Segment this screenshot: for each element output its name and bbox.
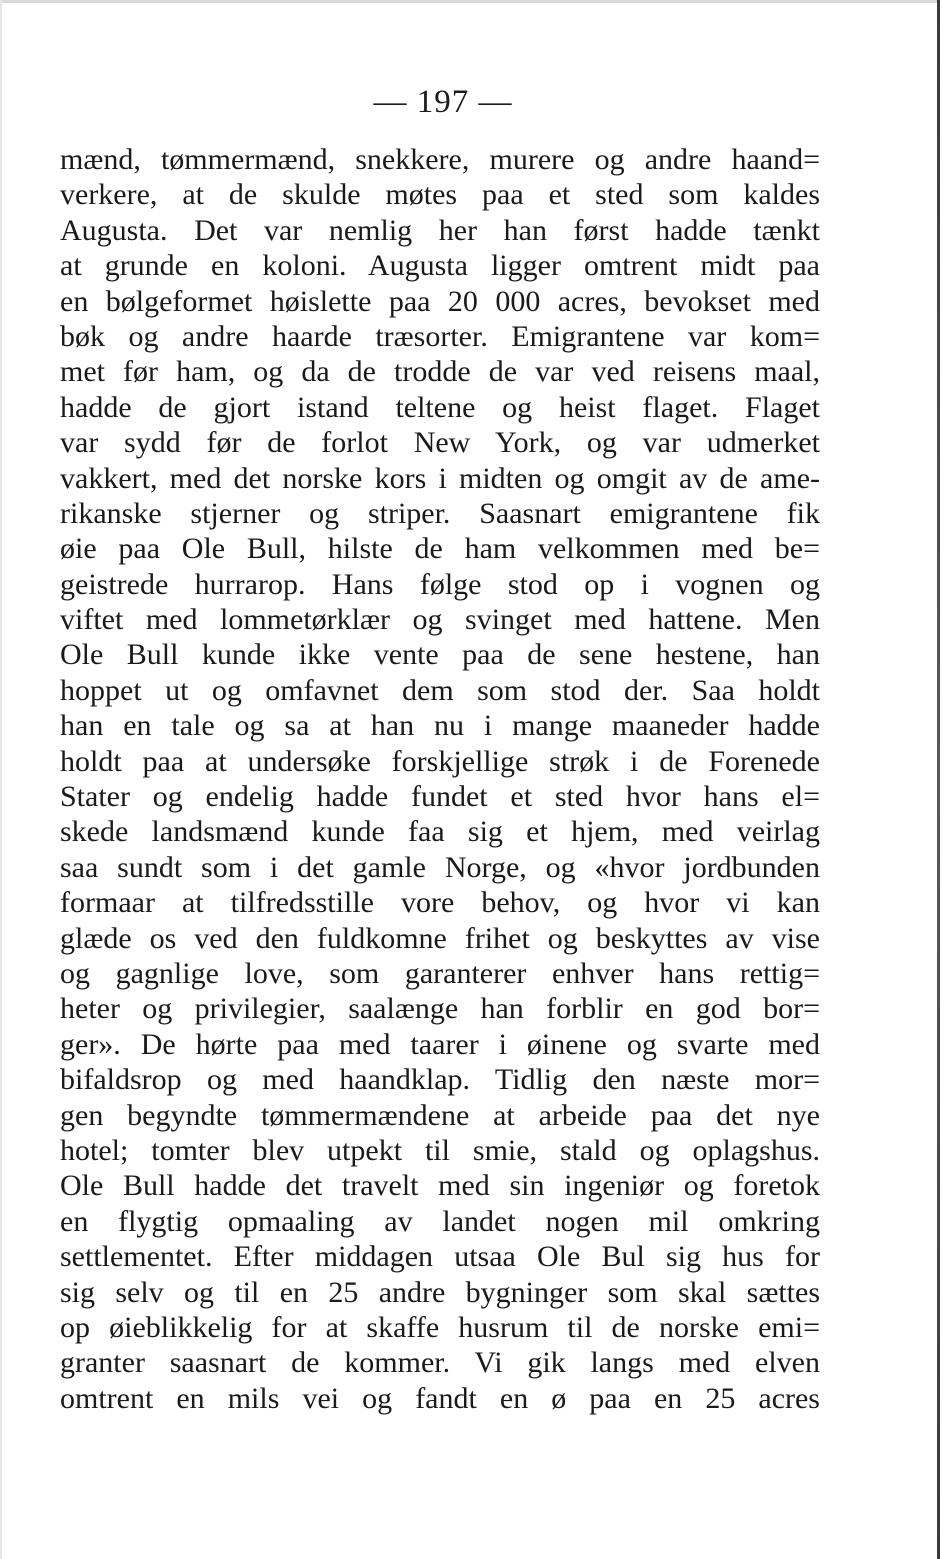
text-line: og gagnlige love, som garanterer enhver hans rettig= bbox=[60, 956, 820, 990]
text-line: omtrent en mils vei og fandt en ø paa en 25 acres bbox=[60, 1381, 820, 1415]
text-line: en bølgeformet høislette paa 20 000 acres, bevokset med bbox=[60, 284, 820, 318]
page-number: — 197 — bbox=[373, 84, 513, 120]
text-line: gen begyndte tømmermændene at arbeide paa det nye bbox=[60, 1098, 820, 1132]
text-line: Ole Bull kunde ikke vente paa de sene hestene, han bbox=[60, 638, 820, 672]
text-line: Stater og endelig hadde fundet et sted hvor hans el= bbox=[60, 780, 820, 814]
text-line: op øieblikkelig for at skaffe husrum til de norske emi= bbox=[60, 1310, 820, 1344]
text-line: granter saasnart de kommer. Vi gik langs med elven bbox=[60, 1346, 820, 1380]
text-line: rikanske stjerner og striper. Saasnart emigrantene fik bbox=[60, 496, 820, 530]
text-line: var sydd før de forlot New York, og var udmerket bbox=[60, 426, 820, 460]
text-line: vakkert, med det norske kors i midten og omgit av de ame- bbox=[60, 461, 820, 495]
text-line: hadde de gjort istand teltene og heist flaget. Flaget bbox=[60, 390, 820, 424]
text-line: bifaldsrop og med haandklap. Tidlig den næste mor= bbox=[60, 1063, 820, 1097]
text-line: han en tale og sa at han nu i mange maaneder hadde bbox=[60, 709, 820, 743]
text-line: heter og privilegier, saalænge han forblir en god bor= bbox=[60, 992, 820, 1026]
text-line: viftet med lommetørklær og svinget med hattene. Men bbox=[60, 603, 820, 637]
text-line: Augusta. Det var nemlig her han først hadde tænkt bbox=[60, 213, 820, 247]
text-line: verkere, at de skulde møtes paa et sted som kaldes bbox=[60, 178, 820, 212]
text-line: hoppet ut og omfavnet dem som stod der. Saa holdt bbox=[60, 673, 820, 707]
text-line: øie paa Ole Bull, hilste de ham velkommen med be= bbox=[60, 532, 820, 566]
text-line: Ole Bull hadde det travelt med sin ingeniør og foretok bbox=[60, 1169, 820, 1203]
text-line: at grunde en koloni. Augusta ligger omtrent midt paa bbox=[60, 249, 820, 283]
text-line: hotel; tomter blev utpekt til smie, stald og oplagshus. bbox=[60, 1133, 820, 1167]
text-line: saa sundt som i det gamle Norge, og «hvor jordbunden bbox=[60, 850, 820, 884]
text-line: skede landsmænd kunde faa sig et hjem, med veirlag bbox=[60, 815, 820, 849]
scan-right-margin bbox=[940, 0, 946, 1559]
text-line: bøk og andre haarde træsorter. Emigrantene var kom= bbox=[60, 319, 820, 353]
text-line: en flygtig opmaaling av landet nogen mil omkring bbox=[60, 1204, 820, 1238]
text-line: mænd, tømmermænd, snekkere, murere og andre haand= bbox=[60, 143, 820, 176]
text-line: settlementet. Efter middagen utsaa Ole Bul sig hus for bbox=[60, 1240, 820, 1274]
scan-left-edge bbox=[0, 0, 2, 1559]
text-line: holdt paa at undersøke forskjellige strøk i de Forenede bbox=[60, 744, 820, 778]
text-line: sig selv og til en 25 andre bygninger som skal sættes bbox=[60, 1275, 820, 1309]
text-line: glæde os ved den fuldkomne frihet og beskyttes av vise bbox=[60, 921, 820, 955]
text-line: geistrede hurrarop. Hans følge stod op i vognen og bbox=[60, 567, 820, 601]
body-text bbox=[60, 142, 820, 1416]
text-line: formaar at tilfredsstille vore behov, og hvor vi kan bbox=[60, 886, 820, 920]
text-line: ger». De hørte paa med taarer i øinene og svarte med bbox=[60, 1027, 820, 1061]
text-line: met før ham, og da de trodde de var ved reisens maal, bbox=[60, 355, 820, 389]
scan-top-edge bbox=[0, 0, 946, 3]
